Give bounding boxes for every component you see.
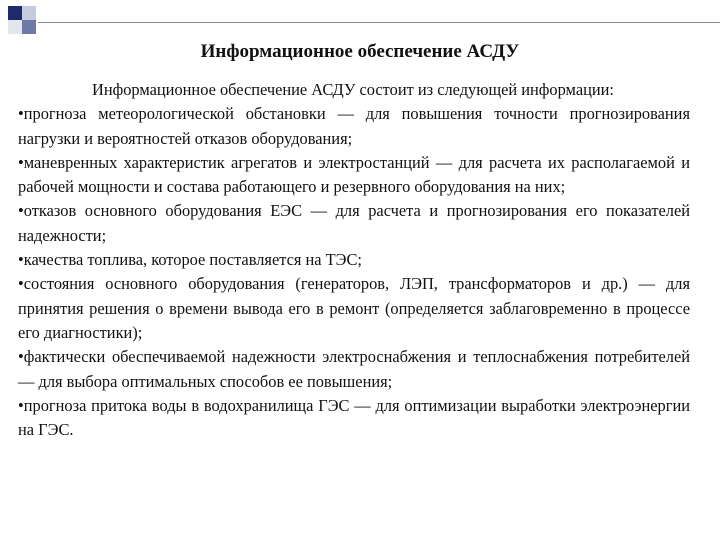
intro-paragraph: Информационное обеспечение АСДУ состоит из следующей информации: [92, 80, 614, 99]
decor-square-mid [22, 20, 36, 34]
list-item [18, 102, 690, 151]
list-item-text: фактически обеспечиваемой надежности электроснабжения и теплоснабжения потребителей — для выбора оптимальных способов ее повышения; [18, 347, 690, 391]
info-list [18, 102, 690, 442]
slide-body [18, 78, 690, 442]
list-item [18, 345, 690, 394]
bullet-marker: • [18, 347, 24, 367]
bullet-marker: • [18, 104, 24, 124]
list-item-text: прогноза притока воды в водохранилища ГЭС — для оптимизации выработки электроэнергии на ГЭС. [18, 395, 690, 440]
decor-square-light-2 [8, 20, 22, 34]
list-item-text: прогноза метеорологической обстановки — для повышения точности прогнозирования нагрузки и вероятностей отказов оборудования; [18, 104, 690, 148]
list-item [18, 272, 690, 345]
header-divider-line [38, 22, 720, 23]
bullet-marker: • [18, 274, 24, 294]
bullet-marker: • [18, 250, 24, 270]
list-item-text: состояния основного оборудования (генераторов, ЛЭП, трансформаторов и др.) — для принятия решения о времени вывода его в ремонт (определяется заблаговременно в процессе его диагностики); [18, 274, 690, 342]
list-item-text: маневренных характеристик агрегатов и электростанций — для расчета их располагаемой и рабочей мощности и состава работающего и резервного оборудования на них; [18, 152, 690, 197]
list-item [18, 199, 690, 248]
list-item [18, 248, 690, 272]
bullet-marker: • [18, 395, 24, 415]
list-item [18, 151, 690, 200]
bullet-marker: • [18, 201, 24, 221]
decor-square-light [22, 6, 36, 20]
list-item [18, 394, 690, 443]
list-item-text: качества топлива, которое поставляется на ТЭС; [23, 250, 362, 270]
bullet-marker: • [18, 152, 24, 172]
list-item-text: отказов основного оборудования ЕЭС — для расчета и прогнозирования его показателей надежности; [18, 201, 690, 245]
decor-square-dark [8, 6, 22, 20]
slide-title: Информационное обеспечение АСДУ [200, 41, 520, 62]
